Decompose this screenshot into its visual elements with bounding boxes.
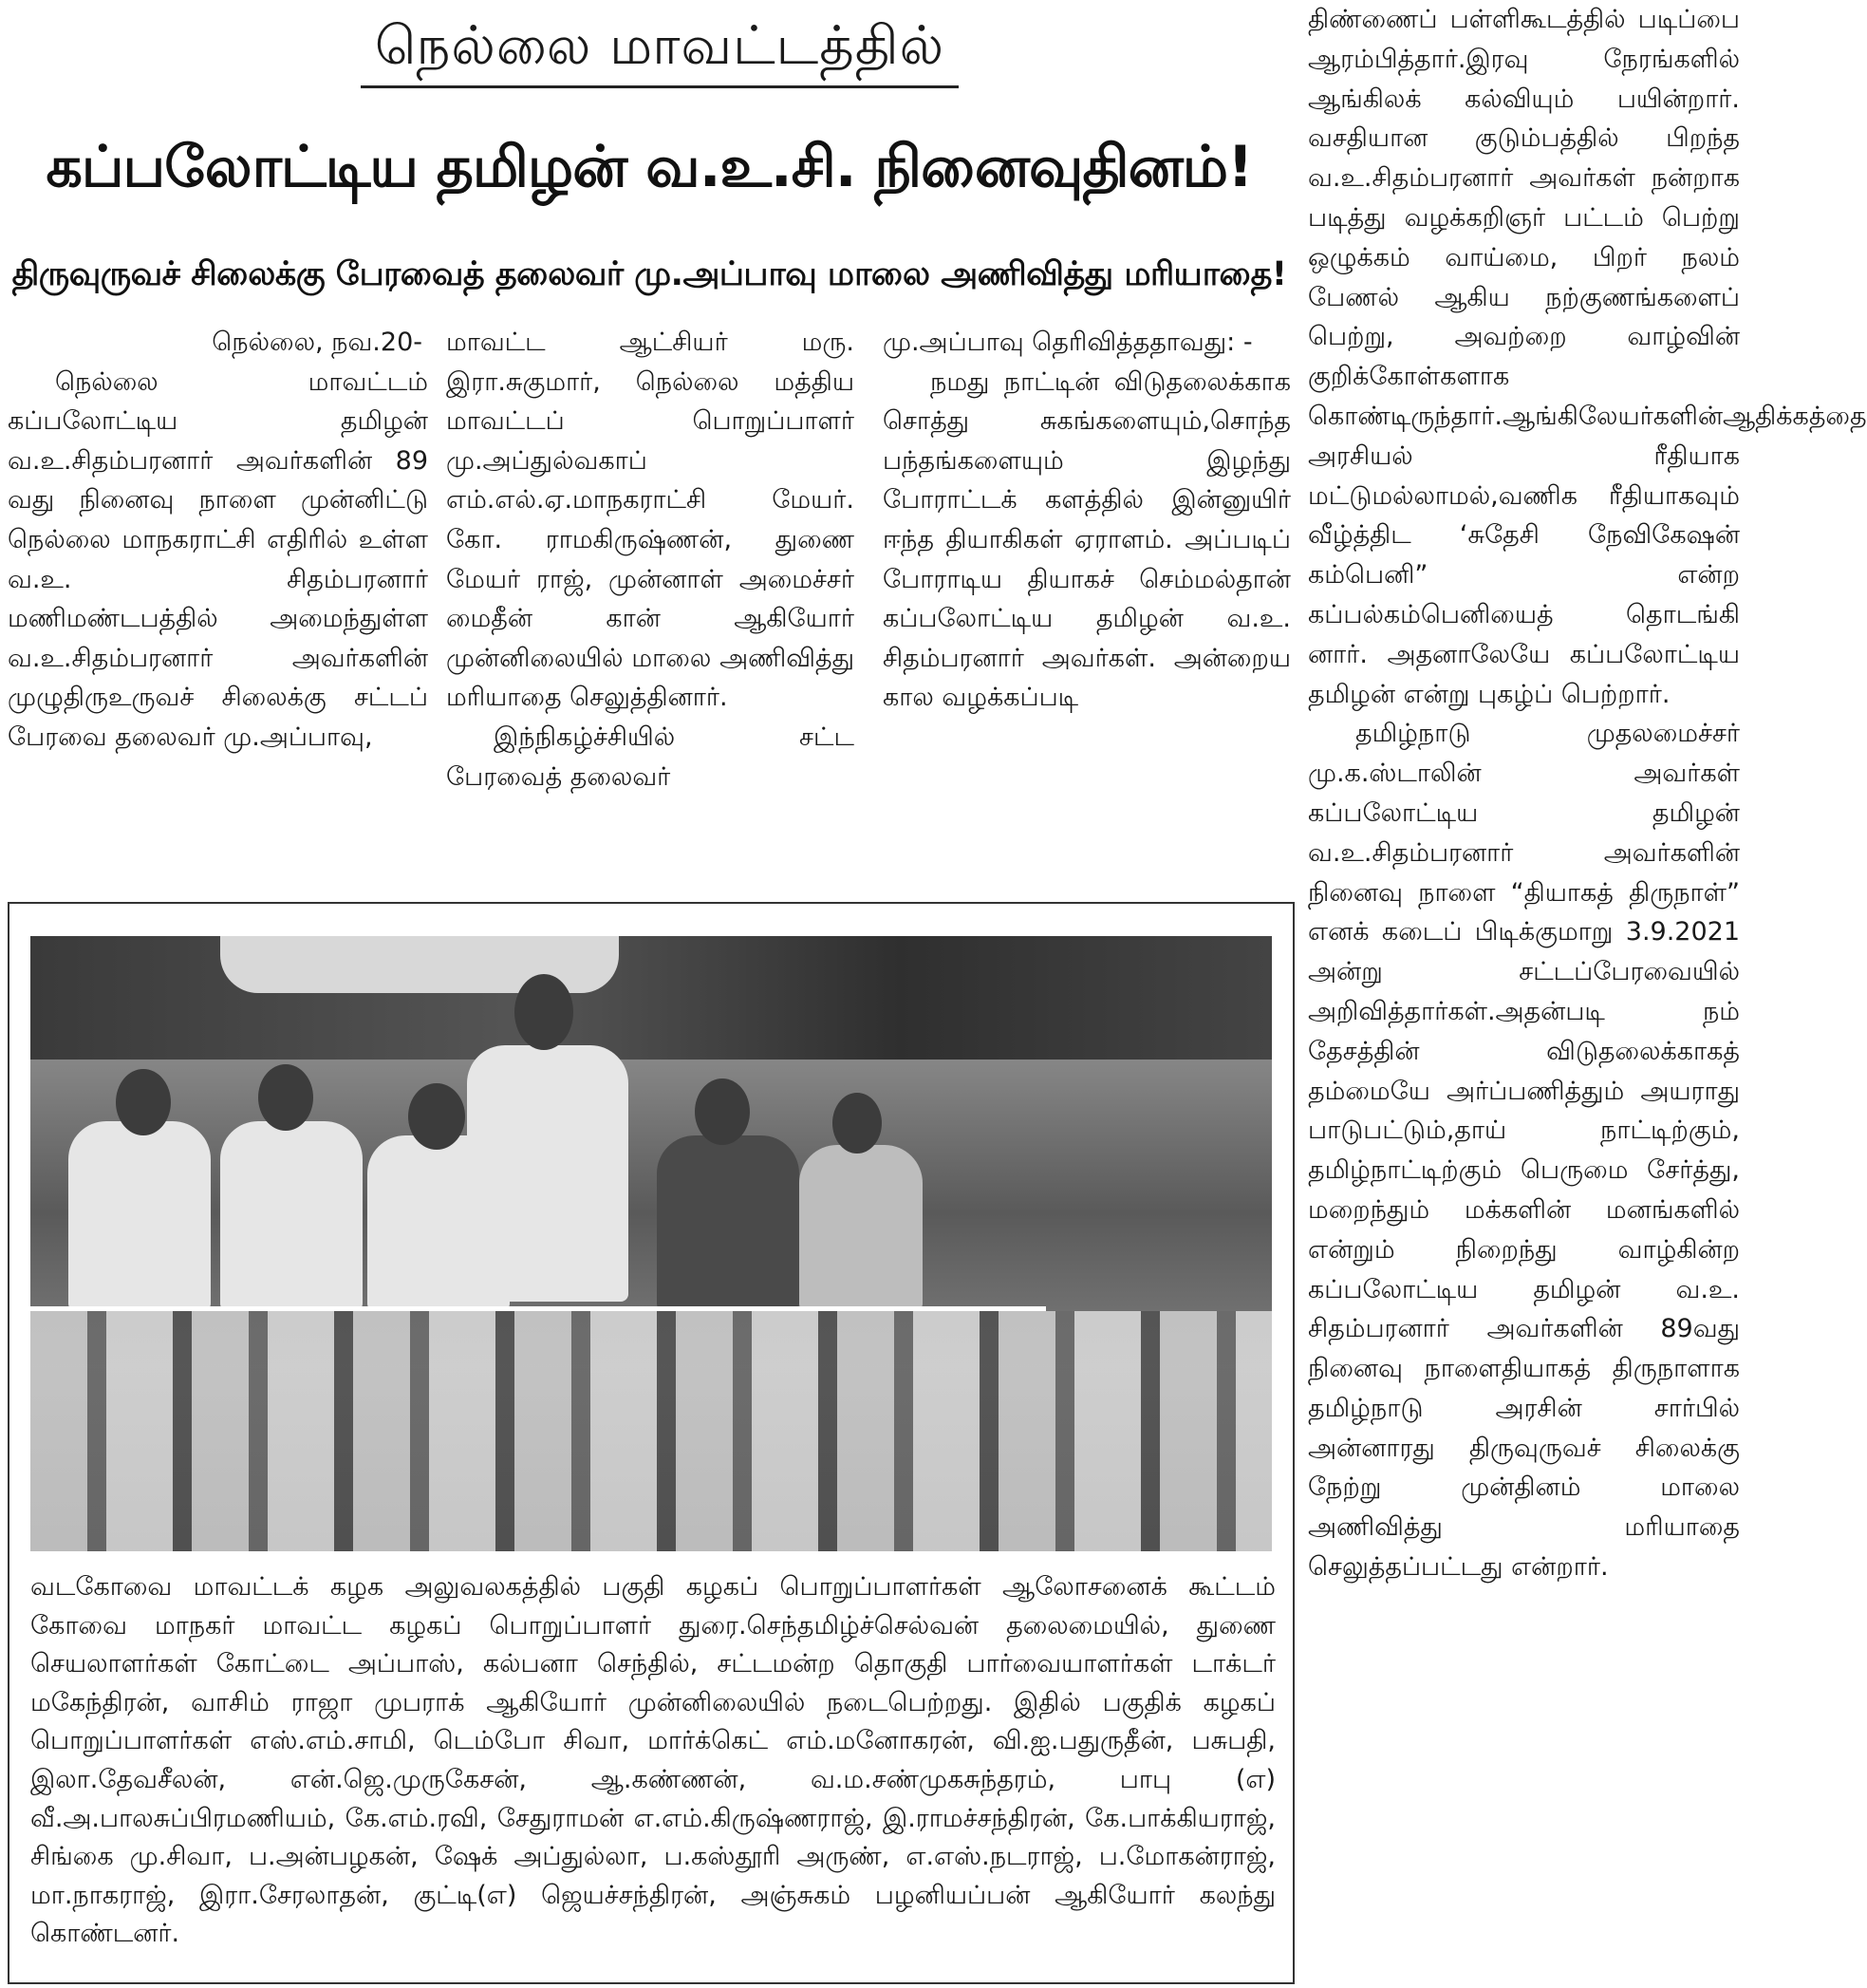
article-column-1 xyxy=(8,323,428,892)
article-column-4 xyxy=(1308,0,1867,1984)
photo-backdrop xyxy=(30,936,1272,1060)
photo-box xyxy=(8,902,1295,1984)
article-subhead: திருவுருவச் சிலைக்கு பேரவைத் தலைவர் மு.அப்பாவு மாலை அணிவித்து மரியாதை! xyxy=(11,255,1287,293)
photo-caption: வடகோவை மாவட்டக் கழக அலுவலகத்தில் பகுதி கழகப் பொறுப்பாளர்கள் ஆலோசனைக் கூட்டம் கோவை மாநகர் மாவட்ட கழகப் பொறுப்பாளர் துரை.செந்தமிழ்ச்செல்வன் தலைமையில், துணை செயலாளர்கள் கோட்டை அப்பாஸ், கல்பனா செந்தில், சட்டமன்ற தொகுதி பார்வையாளர்கள் டாக்டர் மகேந்திரன், வாசிம் ராஜா முபராக் ஆகியோர் முன்னிலையில் நடைபெற்றது. இதில் பகுதிக் கழகப் பொறுப்பாளர்கள் எஸ்.எம்.சாமி, டெம்போ சிவா, மார்க்கெட் எம்.மனோகரன், வி.ஐ.பதுருதீன், பசுபதி, இலா.தேவசீலன், என்.ஜெ.முருகேசன், ஆ.கண்ணன், வ.ம.சண்முகசுந்தரம், பாபு (எ) வீ.அ.பாலசுப்பிரமணியம், கே.எம்.ரவி, சேதுராமன் எ.எம்.கிருஷ்ணராஜ், இ.ராமச்சந்திரன், கே.பாக்கியராஜ், சிங்கை மு.சிவா, ப.அன்பழகன், ஷேக் அப்துல்லா, ப.கஸ்தூரி அருண், எ.எஸ்.நடராஜ், ப.மோகன்ராஜ், மா.நாகராஜ், இரா.சேரலாதன், குட்டி(எ) ஜெயச்சந்திரன், அஞ்சுகம் பழனியப்பன் ஆகியோர் கலந்து கொண்டனர். xyxy=(30,1572,1276,1949)
column-1-text: நெல்லை மாவட்டம் கப்பலோட்டிய தமிழன் வ.உ.சிதம்பரனார் அவர்களின் 89 வது நினைவு நாளை முன்னிட்டு நெல்லை மாநகராட்சி எதிரில் உள்ள வ.உ. சிதம்பரனார் மணிமண்டபத்தில் அமைந்துள்ள வ.உ.சிதம்பரனார் அவர்களின் முழுதிருஉருவச் சிலைக்கு சட்டப் பேரவை தலைவர் மு.அப்பாவு, xyxy=(8,366,428,752)
photo-person xyxy=(799,1145,923,1311)
column-2-text: மாவட்ட ஆட்சியர் மரு. இரா.சுகுமார், நெல்லை மத்திய மாவட்டப் பொறுப்பாளர் மு.அப்துல்வகாப் எம்.எல்.ஏ.மாநகராட்சி மேயர். கோ. ராமகிருஷ்ணன், துணை மேயர் ராஜ், முன்னாள் அமைச்சர் மைதீன் கான் ஆகியோர் முன்னிலையில் மாலை அணிவித்து மரியாதை செலுத்தினார். xyxy=(446,328,854,713)
photo-crowd xyxy=(30,1311,1272,1551)
photo-speaker-head xyxy=(514,974,573,1050)
dateline: நெல்லை, நவ.20- xyxy=(212,328,422,357)
article-kicker: நெல்லை மாவட்டத்தில் xyxy=(374,15,945,77)
photo-person-head xyxy=(116,1069,171,1135)
photo-person-head xyxy=(408,1083,465,1150)
column-2-text-b: இந்நிகழ்ச்சியில் சட்ட பேரவைத் தலைவர் xyxy=(446,722,854,792)
article-column-2 xyxy=(446,323,854,892)
article-column-3 xyxy=(883,323,1291,892)
column-4-text: திண்ணைப் பள்ளிகூடத்தில் படிப்பை ஆரம்பித்தார்.இரவு நேரங்களில் ஆங்கிலக் கல்வியும் பயின்றார். வசதியான குடும்பத்தில் பிறந்த வ.உ.சிதம்பரனார் அவர்கள் நன்றாக படித்து வழக்கறிஞர் பட்டம் பெற்று ஒழுக்கம் வாய்மை, பிறர் நலம் பேணல் ஆகிய நற்குணங்களைப் பெற்று, அவற்றை வாழ்வின் குறிக்கோள்களாக கொண்டிருந்தார்.ஆங்கிலேயர்களின்ஆதிக்கத்தை அரசியல் ரீதியாக மட்டுமல்லாமல்,வணிக ரீதியாகவும் வீழ்த்திட ‘சுதேசி நேவிகேஷன் கம்பெனி” என்ற கப்பல்கம்பெனியைத் தொடங்கி னார். அதனாலேயே கப்பலோட்டிய தமிழன் என்று புகழ்ப் பெற்றார். xyxy=(1308,5,1867,709)
photo-person xyxy=(68,1121,211,1311)
article-headline: கப்பலோட்டிய தமிழன் வ.உ.சி. நினைவுதினம்! xyxy=(46,134,1253,200)
event-photo xyxy=(30,936,1272,1551)
photo-person-head xyxy=(832,1093,882,1153)
photo-person xyxy=(657,1135,799,1311)
photo-person-head xyxy=(258,1064,313,1131)
photo-person-speaker xyxy=(467,1045,628,1302)
column-3-text-b: நமது நாட்டின் விடுதலைக்காக சொத்து சுகங்களையும்,சொந்த பந்தங்களையும் இழந்து போராட்டக் களத்தில் இன்னுயிர் ஈந்த தியாகிகள் ஏராளம். அப்படிப் போராடிய தியாகச் செம்மல்தான் கப்பலோட்டிய தமிழன் வ.உ. சிதம்பரனார் அவர்கள். அன்றைய கால வழக்கப்படி xyxy=(883,366,1291,713)
kicker-underline xyxy=(361,85,959,88)
column-4-text-b: தமிழ்நாடு முதலமைச்சர் மு.க.ஸ்டாலின் அவர்கள் கப்பலோட்டிய தமிழன் வ.உ.சிதம்பரனார் அவர்களின் நினைவு நாளை “தியாகத் திருநாள்” எனக் கடைப் பிடிக்குமாறு 3.9.2021 அன்று சட்டப்பேரவையில் அறிவித்தார்கள்.அதன்படி நம் தேசத்தின் விடுதலைக்காகத் தம்மையே அர்ப்பணித்தும் அயராது பாடுபட்டும்,தாய் நாட்டிற்கும், தமிழ்நாட்டிற்கும் பெருமை சேர்த்து, மறைந்தும் மக்களின் மனங்களில் என்றும் நிறைந்து வாழ்கின்ற கப்பலோட்டிய தமிழன் வ.உ. சிதம்பரனார் அவர்களின் 89வது நினைவு நாளைதியாகத் திருநாளாக தமிழ்நாடு அரசின் சார்பில் அன்னாரது திருவுருவச் சிலைக்கு நேற்று முன்தினம் மாலை அணிவித்து மரியாதை செலுத்தப்பட்டது என்றார். xyxy=(1308,719,1740,1583)
column-3-text: மு.அப்பாவு தெரிவித்ததாவது: - xyxy=(883,328,1253,357)
photo-person-head xyxy=(695,1078,750,1145)
photo-person xyxy=(220,1121,363,1311)
